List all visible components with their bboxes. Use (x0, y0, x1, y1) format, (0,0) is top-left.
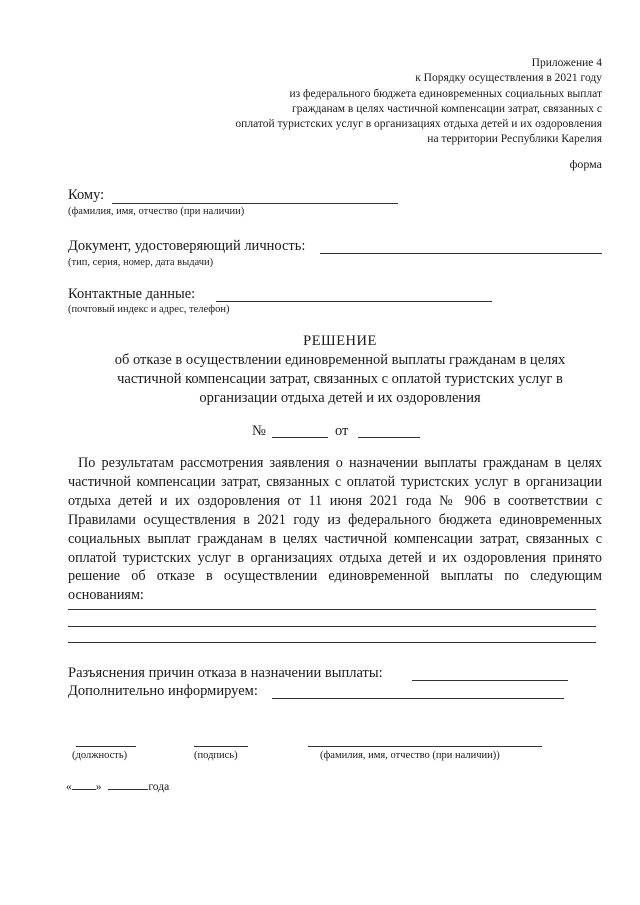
date-day-line[interactable] (72, 789, 96, 790)
decision-number-line[interactable] (272, 437, 328, 438)
date-close-quote: » (95, 781, 102, 793)
document-hint: (тип, серия, номер, дата выдачи) (68, 257, 214, 268)
contacts-hint: (почтовый индекс и адрес, телефон) (68, 304, 230, 315)
additional-input-line[interactable] (272, 698, 564, 699)
signature-line[interactable] (194, 746, 248, 747)
additional-label: Дополнительно информируем: (68, 683, 258, 699)
contacts-input-line[interactable] (216, 301, 492, 302)
explanation-input-line[interactable] (412, 680, 568, 681)
reason-line-2[interactable] (68, 626, 596, 627)
subtitle-line: частичной компенсации затрат, связанных с оплатой туристских услуг в (117, 371, 563, 387)
number-sign: № (252, 423, 266, 439)
appendix-line: оплатой туристских услуг в организациях отдыха детей и их оздоровления (235, 118, 602, 131)
appendix-line: из федерального бюджета единовременных социальных выплат (289, 87, 602, 100)
position-line[interactable] (76, 746, 136, 747)
decision-title: РЕШЕНИЕ (303, 333, 377, 349)
date-row (66, 781, 169, 793)
decision-number-row (252, 423, 266, 440)
appendix-line: Приложение 4 (531, 57, 602, 69)
appendix-line: гражданам в целях частичной компенсации затрат, связанных с (292, 102, 602, 115)
full-name-label: (фамилия, имя, отчество (при наличии)) (320, 750, 500, 761)
position-label: (должность) (72, 750, 128, 761)
document-input-line[interactable] (320, 253, 602, 254)
decision-subtitle (60, 351, 620, 408)
to-hint: (фамилия, имя, отчество (при наличии) (68, 206, 245, 217)
appendix-header (182, 56, 602, 148)
full-name-line[interactable] (308, 746, 542, 747)
decision-body: По результатам рассмотрения заявления о назначении выплаты гражданам в целях частичной компенсации затрат, связанных с оплатой туристских услуг в организации отдыха детей и их оздоровления от 11 июня 2021 года № 906 в соответствии с Правилами осуществления в 2021 году из федерального бюджета единовременных социальных выплат гражданам в целях частичной компенсации затрат, связанных с оплатой туристских услуг в организациях отдыха детей и их оздоровления принято решение об отказе в осуществлении единовременной выплаты по следующим основаниям: (68, 455, 602, 604)
from-word: от (335, 423, 349, 439)
signature-label: (подпись) (194, 750, 238, 761)
decision-date-line[interactable] (358, 437, 420, 438)
date-open-quote: « (66, 781, 72, 793)
to-label: Кому: (68, 187, 105, 203)
date-year-word: года (148, 781, 170, 793)
document-label: Документ, удостоверяющий личность: (68, 238, 306, 254)
contacts-label: Контактные данные: (68, 286, 196, 302)
appendix-line: на территории Республики Карелия (427, 133, 602, 146)
appendix-line: к Порядку осуществления в 2021 году (415, 72, 602, 85)
subtitle-line: об отказе в осуществлении единовременной выплаты гражданам в целях (114, 352, 566, 368)
explanation-label: Разъяснения причин отказа в назначении выплаты: (68, 665, 383, 681)
subtitle-line: организации отдыха детей и их оздоровления (199, 390, 481, 406)
reason-line-3[interactable] (68, 642, 596, 643)
form-label: форма (569, 157, 602, 171)
reason-line-1[interactable] (68, 609, 596, 610)
date-month-line[interactable] (108, 789, 148, 790)
to-input-line[interactable] (112, 203, 398, 204)
